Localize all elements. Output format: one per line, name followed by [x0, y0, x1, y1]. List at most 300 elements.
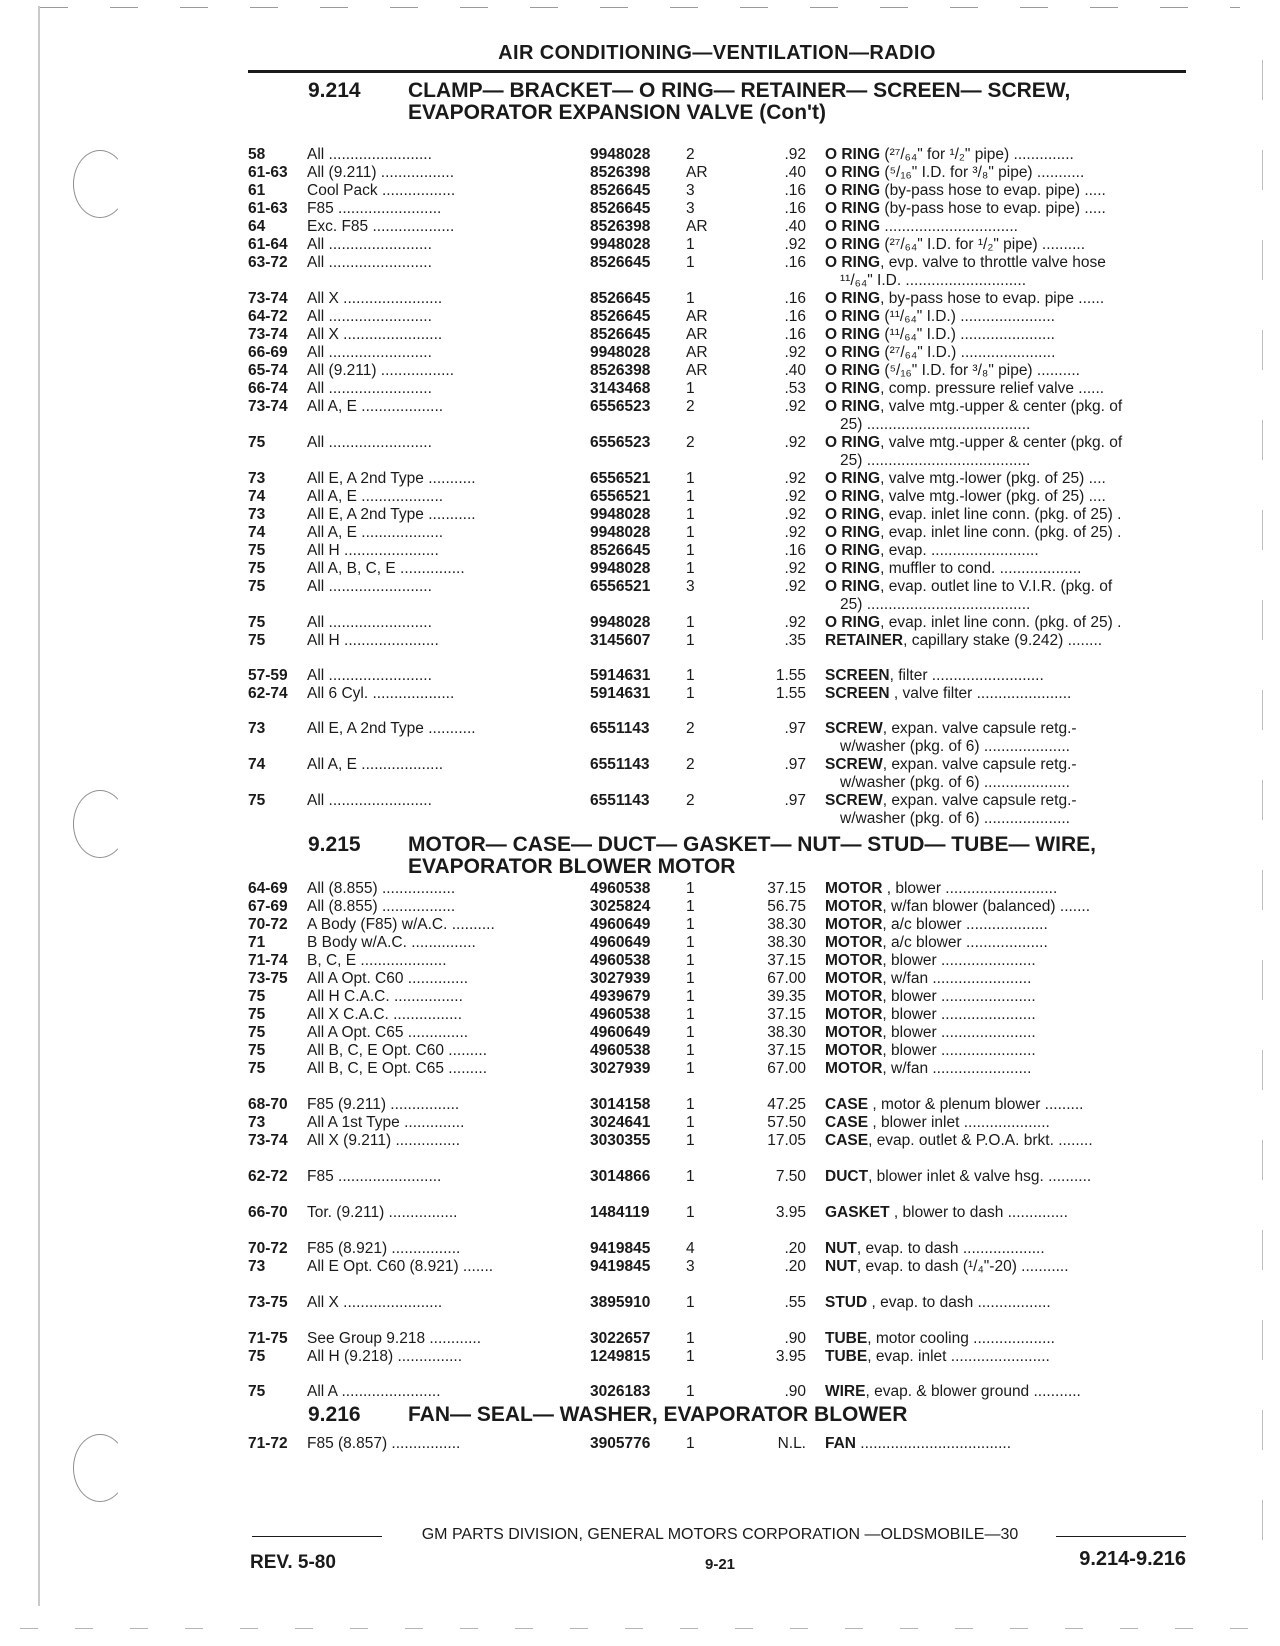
- part-description-detail: , muffler to cond. ...................: [880, 560, 1082, 577]
- part-row: [0, 755, 1280, 774]
- model-application: All X .......................: [307, 290, 443, 307]
- price: .92: [784, 524, 806, 541]
- part-row: [0, 1131, 1280, 1150]
- price: 57.50: [767, 1114, 806, 1131]
- year-range: 75: [248, 434, 266, 451]
- part-number: 9948028: [590, 560, 651, 577]
- quantity: 1: [686, 880, 695, 897]
- part-description-detail: (by-pass hose to evap. pipe) .....: [880, 200, 1106, 217]
- part-description-detail: , valve mtg.-lower (pkg. of 25) ....: [880, 470, 1106, 487]
- part-name: MOTOR: [825, 952, 883, 969]
- part-number: 8526645: [590, 308, 651, 325]
- quantity: 2: [686, 756, 695, 773]
- part-description-detail: , blower ......................: [882, 1042, 1036, 1059]
- part-description: [825, 666, 1187, 685]
- quantity: 1: [686, 1096, 695, 1113]
- year-range: 64: [248, 218, 266, 235]
- section-title: [408, 834, 1168, 878]
- part-number: 9948028: [590, 614, 651, 631]
- part-description: [825, 1095, 1187, 1114]
- part-description: [825, 897, 1187, 916]
- page-edge-bottom: [20, 1628, 1260, 1629]
- quantity: AR: [686, 344, 708, 361]
- part-name: MOTOR: [825, 988, 883, 1005]
- part-description-detail: , expan. valve capsule retg.-: [882, 792, 1077, 809]
- part-row: [0, 199, 1280, 218]
- price: N.L.: [777, 1435, 806, 1452]
- part-description-detail: , evap. to dash ...................: [856, 1240, 1045, 1257]
- part-row: [0, 307, 1280, 326]
- year-range: 75: [248, 1006, 266, 1023]
- part-description-detail: , w/fan .......................: [882, 1060, 1032, 1077]
- part-description: [825, 307, 1187, 326]
- part-description-detail: , evap. outlet line to V.I.R. (pkg. of: [880, 578, 1113, 595]
- part-name: SCREW: [825, 792, 883, 809]
- model-application: All A, B, C, E ...............: [307, 560, 465, 577]
- part-description: [825, 1239, 1187, 1258]
- part-description: [825, 969, 1187, 988]
- price: .97: [784, 720, 806, 737]
- year-range: 73: [248, 1114, 266, 1131]
- part-name: MOTOR: [825, 880, 883, 897]
- year-range: 74: [248, 756, 266, 773]
- price: .90: [784, 1383, 806, 1400]
- part-description-detail: , motor cooling ...................: [867, 1330, 1055, 1347]
- part-row: [0, 987, 1280, 1006]
- year-range: 66-70: [248, 1204, 288, 1221]
- part-description-detail: , evap. to dash .................: [867, 1294, 1051, 1311]
- part-description: [825, 915, 1187, 934]
- part-number: 9419845: [590, 1240, 651, 1257]
- quantity: AR: [686, 362, 708, 379]
- part-number: 5914631: [590, 667, 651, 684]
- price: .92: [784, 236, 806, 253]
- part-description-detail: (¹¹/₆₄" I.D.) ......................: [880, 308, 1055, 325]
- part-number: 3905776: [590, 1435, 651, 1452]
- part-number: 6556521: [590, 488, 651, 505]
- part-name: CASE: [825, 1132, 869, 1149]
- part-description: [825, 235, 1187, 254]
- model-application: All A .......................: [307, 1383, 441, 1400]
- part-description-detail: (by-pass hose to evap. pipe) .....: [880, 182, 1106, 199]
- year-range: 75: [248, 632, 266, 649]
- year-range: 62-74: [248, 685, 288, 702]
- price: .92: [784, 434, 806, 451]
- part-name: NUT: [825, 1258, 857, 1275]
- model-application: F85 ........................: [307, 200, 442, 217]
- part-description-detail: , valve mtg.-lower (pkg. of 25) ....: [880, 488, 1106, 505]
- year-range: 75: [248, 1383, 266, 1400]
- part-description-detail: ...............................: [880, 218, 1018, 235]
- part-name: O RING: [825, 470, 881, 487]
- price: .92: [784, 560, 806, 577]
- quantity: 1: [686, 254, 695, 271]
- part-name: O RING: [825, 344, 881, 361]
- part-row: [0, 613, 1280, 632]
- part-row: [0, 1347, 1280, 1366]
- part-name: MOTOR: [825, 898, 883, 915]
- price: .16: [784, 326, 806, 343]
- quantity: 1: [686, 524, 695, 541]
- part-name: O RING: [825, 380, 881, 397]
- year-range: 74: [248, 488, 266, 505]
- part-description: [825, 199, 1187, 218]
- part-description-detail: , a/c blower ...................: [882, 934, 1048, 951]
- part-name: O RING: [825, 182, 881, 199]
- part-row: [0, 666, 1280, 685]
- part-row: [0, 1167, 1280, 1186]
- year-range: 61-63: [248, 200, 288, 217]
- quantity: 2: [686, 792, 695, 809]
- price: .35: [784, 632, 806, 649]
- part-name: O RING: [825, 290, 881, 307]
- part-name: STUD: [825, 1294, 868, 1311]
- part-number: 3022657: [590, 1330, 651, 1347]
- part-number: 9948028: [590, 236, 651, 253]
- part-description: [825, 361, 1187, 380]
- part-description-detail: (⁵/₁₆" I.D. for ³/₈" pipe) ..........: [880, 362, 1080, 379]
- part-name: O RING: [825, 398, 881, 415]
- part-number: 6556523: [590, 398, 651, 415]
- part-row: [0, 1293, 1280, 1312]
- part-description: [825, 755, 1187, 774]
- model-application: All ........................: [307, 236, 432, 253]
- part-name: MOTOR: [825, 1042, 883, 1059]
- part-number: 6551143: [590, 756, 650, 773]
- model-application: All ........................: [307, 578, 432, 595]
- quantity: 1: [686, 488, 695, 505]
- part-number: 3027939: [590, 970, 651, 987]
- year-range: 64-72: [248, 308, 288, 325]
- price: .40: [784, 362, 806, 379]
- price: 7.50: [775, 1168, 806, 1185]
- part-description: [825, 1293, 1187, 1312]
- model-application: All (9.211) .................: [307, 362, 455, 379]
- part-number: 9419845: [590, 1258, 651, 1275]
- part-number: 4960649: [590, 916, 651, 933]
- part-description-detail: (²⁷/₆₄" I.D. for ¹/₂" pipe) ..........: [880, 236, 1086, 253]
- quantity: 1: [686, 614, 695, 631]
- quantity: AR: [686, 326, 708, 343]
- part-name: O RING: [825, 362, 881, 379]
- part-name: CASE: [825, 1096, 869, 1113]
- part-description: [825, 1023, 1187, 1042]
- part-row: [0, 879, 1280, 898]
- year-range: 75: [248, 560, 266, 577]
- price: .16: [784, 254, 806, 271]
- quantity: 2: [686, 720, 695, 737]
- quantity: 1: [686, 542, 695, 559]
- part-number: 8526645: [590, 254, 651, 271]
- year-range: 67-69: [248, 898, 288, 915]
- year-range: 73: [248, 720, 266, 737]
- model-application: F85 ........................: [307, 1168, 442, 1185]
- price: .55: [784, 1294, 806, 1311]
- quantity: 1: [686, 1042, 695, 1059]
- footer-rule-right: [1056, 1536, 1186, 1537]
- part-description: [825, 559, 1187, 578]
- model-application: All ........................: [307, 146, 432, 163]
- model-application: All 6 Cyl. ...................: [307, 685, 455, 702]
- part-description-detail: , evap. inlet line conn. (pkg. of 25) .: [880, 506, 1122, 523]
- part-number: 8526398: [590, 362, 651, 379]
- part-number: 3030355: [590, 1132, 651, 1149]
- description-continuation: 25) ......................................: [840, 596, 1031, 613]
- part-row: [0, 505, 1280, 524]
- year-range: 75: [248, 792, 266, 809]
- part-description-detail: , w/fan blower (balanced) .......: [882, 898, 1091, 915]
- year-range: 71: [248, 934, 266, 951]
- quantity: AR: [686, 218, 708, 235]
- part-name: MOTOR: [825, 934, 883, 951]
- part-description-detail: , blower inlet ....................: [868, 1114, 1050, 1131]
- quantity: 1: [686, 916, 695, 933]
- price: .16: [784, 308, 806, 325]
- part-row: [0, 181, 1280, 200]
- part-description: [825, 397, 1187, 416]
- description-continuation: w/washer (pkg. of 6) ....................: [840, 774, 1070, 791]
- part-row: [0, 289, 1280, 308]
- part-row: [0, 541, 1280, 560]
- part-row: [0, 379, 1280, 398]
- page-edge-top: [40, 7, 1240, 8]
- quantity: 1: [686, 470, 695, 487]
- part-description-detail: , a/c blower ...................: [882, 916, 1048, 933]
- model-application: All ........................: [307, 434, 432, 451]
- quantity: 1: [686, 988, 695, 1005]
- part-name: MOTOR: [825, 970, 883, 987]
- part-number: 9948028: [590, 146, 651, 163]
- part-number: 5914631: [590, 685, 651, 702]
- model-application: Tor. (9.211) ................: [307, 1204, 458, 1221]
- quantity: 1: [686, 290, 695, 307]
- part-number: 1249815: [590, 1348, 651, 1365]
- part-description-detail: , blower ......................: [882, 1024, 1036, 1041]
- part-description: [825, 631, 1187, 650]
- part-description-detail: , blower ......................: [882, 952, 1036, 969]
- model-application: All ........................: [307, 254, 432, 271]
- part-row: [0, 1005, 1280, 1024]
- part-name: O RING: [825, 200, 881, 217]
- part-number: 6556521: [590, 578, 651, 595]
- year-range: 75: [248, 1042, 266, 1059]
- part-number: 8526645: [590, 200, 651, 217]
- quantity: 1: [686, 1330, 695, 1347]
- year-range: 71-72: [248, 1435, 288, 1452]
- part-description-detail: (²⁷/₆₄" for ¹/₂" pipe) ..............: [880, 146, 1074, 163]
- part-description-detail: , evap. inlet line conn. (pkg. of 25) .: [880, 524, 1122, 541]
- price: 37.15: [767, 952, 806, 969]
- part-number: 6556521: [590, 470, 651, 487]
- model-application: All A 1st Type ..............: [307, 1114, 465, 1131]
- part-description: [825, 433, 1187, 452]
- part-description: [825, 1131, 1187, 1150]
- part-row: [0, 1257, 1280, 1276]
- year-range: 75: [248, 1024, 266, 1041]
- quantity: 1: [686, 560, 695, 577]
- section-title-line: FAN— SEAL— WASHER, EVAPORATOR BLOWER: [408, 1403, 908, 1426]
- year-range: 73-75: [248, 1294, 288, 1311]
- price: .92: [784, 506, 806, 523]
- part-name: MOTOR: [825, 1024, 883, 1041]
- model-application: All X (9.211) ...............: [307, 1132, 461, 1149]
- price: 39.35: [767, 988, 806, 1005]
- part-name: O RING: [825, 578, 881, 595]
- price: .16: [784, 182, 806, 199]
- part-name: TUBE: [825, 1330, 868, 1347]
- part-name: SCREW: [825, 720, 883, 737]
- part-description: [825, 933, 1187, 952]
- model-application: All E, A 2nd Type ...........: [307, 470, 476, 487]
- part-row: [0, 145, 1280, 164]
- price: .20: [784, 1258, 806, 1275]
- part-name: DUCT: [825, 1168, 869, 1185]
- part-description-detail: , evap. to dash (¹/₄"-20) ...........: [856, 1258, 1069, 1275]
- price: 56.75: [767, 898, 806, 915]
- part-number: 8526645: [590, 290, 651, 307]
- quantity: 1: [686, 685, 695, 702]
- section-number: 9.215: [308, 833, 361, 856]
- quantity: 1: [686, 1294, 695, 1311]
- part-row: [0, 1059, 1280, 1078]
- year-range: 73-74: [248, 398, 288, 415]
- year-range: 65-74: [248, 362, 288, 379]
- part-description: [825, 684, 1187, 703]
- year-range: 75: [248, 542, 266, 559]
- year-range: 61-63: [248, 164, 288, 181]
- part-description-detail: , valve mtg.-upper & center (pkg. of: [880, 398, 1123, 415]
- part-description-detail: , blower ......................: [882, 1006, 1036, 1023]
- part-name: CASE: [825, 1114, 869, 1131]
- part-description-detail: , evap. & blower ground ...........: [865, 1383, 1081, 1400]
- part-name: O RING: [825, 560, 881, 577]
- part-row: [0, 235, 1280, 254]
- part-name: MOTOR: [825, 1060, 883, 1077]
- part-number: 6551143: [590, 720, 650, 737]
- part-description-detail: , evap. inlet line conn. (pkg. of 25) .: [880, 614, 1122, 631]
- price: 37.15: [767, 1006, 806, 1023]
- part-description: [825, 523, 1187, 542]
- part-row: [0, 791, 1280, 810]
- quantity: 1: [686, 1168, 695, 1185]
- quantity: 1: [686, 236, 695, 253]
- part-number: 8526645: [590, 182, 651, 199]
- part-row: [0, 1113, 1280, 1132]
- quantity: 1: [686, 970, 695, 987]
- price: 38.30: [767, 1024, 806, 1041]
- year-range: 73-74: [248, 1132, 288, 1149]
- model-application: Cool Pack .................: [307, 182, 456, 199]
- part-number: 4960649: [590, 934, 651, 951]
- part-row: [0, 1095, 1280, 1114]
- quantity: 1: [686, 1383, 695, 1400]
- part-description: [825, 1041, 1187, 1060]
- part-description: [825, 1113, 1187, 1132]
- quantity: 1: [686, 506, 695, 523]
- year-range: 63-72: [248, 254, 288, 271]
- quantity: 1: [686, 1348, 695, 1365]
- part-number: 8526398: [590, 164, 651, 181]
- footer-group-range: 9.214-9.216: [1079, 1548, 1186, 1570]
- part-name: O RING: [825, 506, 881, 523]
- quantity: 1: [686, 1060, 695, 1077]
- part-row: [0, 1329, 1280, 1348]
- model-application: F85 (9.211) ................: [307, 1096, 460, 1113]
- part-row: [0, 163, 1280, 182]
- quantity: AR: [686, 164, 708, 181]
- part-description: [825, 1005, 1187, 1024]
- year-range: 70-72: [248, 1240, 288, 1257]
- part-row: [0, 933, 1280, 952]
- quantity: 3: [686, 182, 695, 199]
- part-name: O RING: [825, 434, 881, 451]
- price: 1.55: [775, 667, 806, 684]
- model-application: All H (9.218) ...............: [307, 1348, 463, 1365]
- quantity: 1: [686, 934, 695, 951]
- part-row: [0, 1434, 1280, 1453]
- model-application: All A, E ...................: [307, 756, 444, 773]
- price: .16: [784, 200, 806, 217]
- quantity: 1: [686, 952, 695, 969]
- price: .92: [784, 398, 806, 415]
- part-description: [825, 1167, 1187, 1186]
- year-range: 73-75: [248, 970, 288, 987]
- price: .90: [784, 1330, 806, 1347]
- page-header-title: AIR CONDITIONING—VENTILATION—RADIO: [498, 42, 936, 64]
- part-number: 3025824: [590, 898, 651, 915]
- part-description: [825, 505, 1187, 524]
- footer-page-number: 9-21: [704, 1556, 736, 1573]
- quantity: 3: [686, 200, 695, 217]
- part-description: [825, 217, 1187, 236]
- section-title-line: MOTOR— CASE— DUCT— GASKET— NUT— STUD— TUBE— WIRE,: [408, 833, 1096, 856]
- part-row: [0, 1239, 1280, 1258]
- price: .97: [784, 756, 806, 773]
- price: .40: [784, 218, 806, 235]
- quantity: 1: [686, 1114, 695, 1131]
- part-name: RETAINER: [825, 632, 904, 649]
- part-name: WIRE: [825, 1383, 866, 1400]
- price: 1.55: [775, 685, 806, 702]
- part-number: 8526645: [590, 542, 651, 559]
- part-name: SCREEN: [825, 685, 890, 702]
- part-name: O RING: [825, 308, 881, 325]
- part-description-detail: , comp. pressure relief valve ......: [880, 380, 1105, 397]
- price: .92: [784, 344, 806, 361]
- section-title: [408, 1404, 1168, 1426]
- part-description: [825, 379, 1187, 398]
- year-range: 73: [248, 1258, 266, 1275]
- year-range: 64-69: [248, 880, 288, 897]
- part-description-detail: , expan. valve capsule retg.-: [882, 756, 1077, 773]
- model-application: All A, E ...................: [307, 488, 444, 505]
- year-range: 75: [248, 988, 266, 1005]
- year-range: 58: [248, 146, 266, 163]
- model-application: All B, C, E Opt. C60 .........: [307, 1042, 488, 1059]
- part-name: MOTOR: [825, 916, 883, 933]
- year-range: 61-64: [248, 236, 288, 253]
- footer-revision: REV. 5-80: [250, 1552, 336, 1573]
- part-description-detail: ...................................: [856, 1435, 1012, 1452]
- part-description: [825, 719, 1187, 738]
- year-range: 61: [248, 182, 266, 199]
- year-range: 73-74: [248, 290, 288, 307]
- year-range: 73-74: [248, 326, 288, 343]
- model-application: All ........................: [307, 614, 432, 631]
- price: .92: [784, 470, 806, 487]
- part-row: [0, 897, 1280, 916]
- footer-publisher: GM PARTS DIVISION, GENERAL MOTORS CORPORATION —OLDSMOBILE—30: [421, 1526, 1019, 1543]
